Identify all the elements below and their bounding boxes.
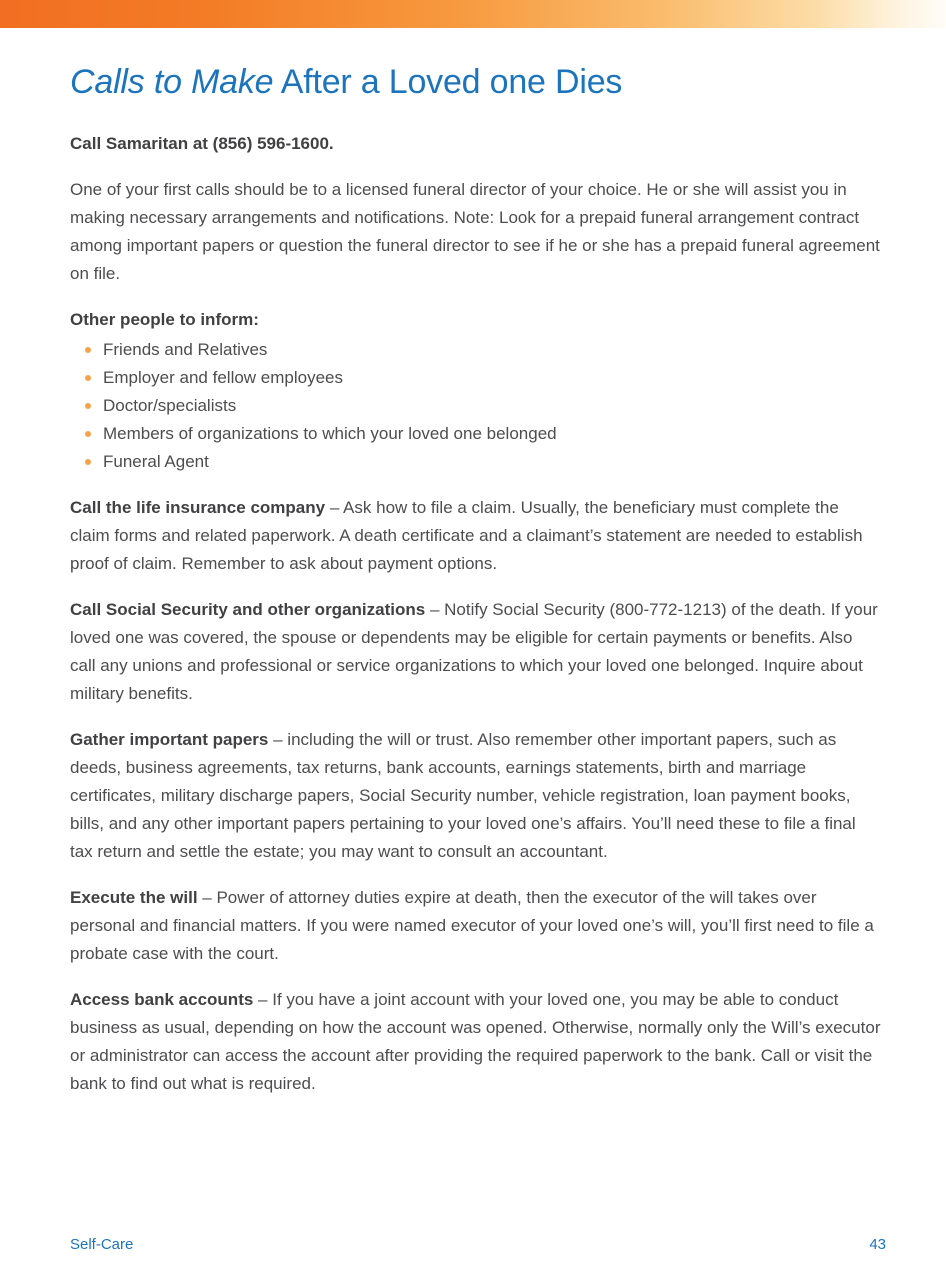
- bullet-dot: [85, 431, 91, 437]
- page-title-rest: After a Loved one Dies: [280, 63, 623, 101]
- list-item-text: Employer and fellow employees: [103, 368, 344, 387]
- list-item: [70, 392, 882, 420]
- list-item: [70, 364, 882, 392]
- list-item: [70, 336, 882, 364]
- bullet-dot: [85, 459, 91, 465]
- inform-list-heading: Other people to inform:: [70, 310, 259, 329]
- section-bank-accounts: [70, 986, 882, 1098]
- section-execute-will: [70, 884, 882, 968]
- list-item: [70, 420, 882, 448]
- section-body: – Power of attorney duties expire at death, then the executor of the will takes over personal and financial matters. If you were named executor of your loved one’s will, you’ll first need to file a probate case with the court.: [70, 888, 874, 963]
- gradient-header-bar: [0, 0, 946, 28]
- bullet-dot: [85, 375, 91, 381]
- page-footer: [70, 1236, 886, 1254]
- footer-page-number: 43: [869, 1236, 886, 1253]
- page-title: [70, 62, 882, 102]
- section-lead: Execute the will: [70, 888, 198, 907]
- intro-paragraph: One of your first calls should be to a licensed funeral director of your choice. He or she will assist you in making necessary arrangements and notifications. Note: Look for a prepaid funeral arrangement contract among important papers or question the funeral director to see if he or she has a prepaid funeral agreement on file.: [70, 180, 880, 283]
- section-lead: Call Social Security and other organizations: [70, 600, 426, 619]
- list-item-text: Doctor/specialists: [103, 396, 237, 415]
- section-lead: Call the life insurance company: [70, 498, 326, 517]
- bullet-dot: [85, 347, 91, 353]
- call-samaritan-line: Call Samaritan at (856) 596-1600.: [70, 134, 334, 153]
- section-body: – including the will or trust. Also remember other important papers, such as deeds, business agreements, tax returns, bank accounts, earnings statements, birth and marriage certificates, military discharge papers, Social Security number, vehicle registration, loan payment books, bills, and any other important papers pertaining to your loved one’s affairs. You’ll need these to file a final tax return and settle the estate; you may want to consult an accountant.: [70, 730, 856, 861]
- list-item-text: Funeral Agent: [103, 452, 209, 471]
- section-lead: Gather important papers: [70, 730, 269, 749]
- section-life-insurance: [70, 494, 882, 578]
- section-body: – Notify Social Security (800-772-1213) of the death. If your loved one was covered, the spouse or dependents may be eligible for certain payments or benefits. Also call any unions and professional or service organizations to which your loved one belonged. Inquire about military benefits.: [70, 600, 878, 703]
- section-body: – If you have a joint account with your loved one, you may be able to conduct business as usual, depending on how the account was opened. Otherwise, normally only the Will’s executor or administrator can access the account after providing the required paperwork to the bank. Call or visit the bank to find out what is required.: [70, 990, 881, 1093]
- inform-list: [70, 336, 882, 476]
- page-content: [0, 28, 946, 1116]
- section-gather-papers: [70, 726, 882, 866]
- page-title-italic: Calls to Make: [70, 63, 274, 101]
- list-item-text: Friends and Relatives: [103, 340, 268, 359]
- section-social-security: [70, 596, 882, 708]
- section-lead: Access bank accounts: [70, 990, 254, 1009]
- list-item-text: Members of organizations to which your loved one belonged: [103, 424, 557, 443]
- section-body: – Ask how to file a claim. Usually, the beneficiary must complete the claim forms and related paperwork. A death certificate and a claimant’s statement are needed to establish proof of claim. Remember to ask about payment options.: [70, 498, 863, 573]
- list-item: [70, 448, 882, 476]
- footer-section-label: Self-Care: [70, 1236, 134, 1253]
- bullet-dot: [85, 403, 91, 409]
